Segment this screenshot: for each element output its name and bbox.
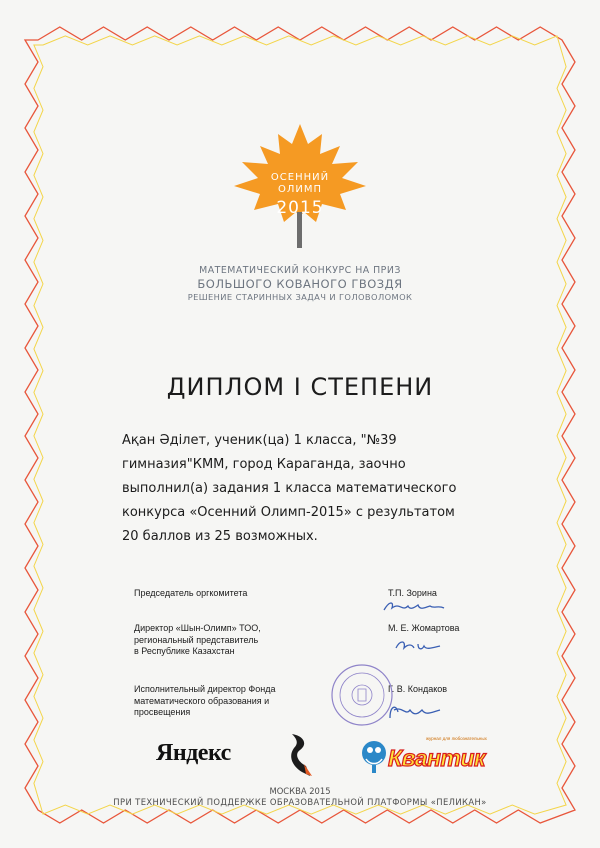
role-line: Председатель оргкомитета: [134, 588, 248, 598]
signature-role: [134, 623, 261, 658]
signature-scrawl-icon: [380, 596, 450, 618]
yandex-logo: Яндекс: [156, 740, 231, 766]
role-line: математического образования и: [134, 695, 270, 706]
signature-name: М. Е. Жомартова: [388, 623, 460, 633]
signature-role: [134, 684, 275, 719]
body-line: конкурса «Осенний Олимп-2015» с результатом: [122, 505, 455, 520]
role-line: региональный представитель: [134, 634, 259, 645]
contest-line-2: БОЛЬШОГО КОВАНОГО ГВОЗДЯ: [197, 277, 403, 291]
body-line: Ақан Әділет, ученик(ца) 1 класса, "№39: [122, 433, 397, 448]
role-line: просвещения: [134, 707, 191, 717]
body-line: гимназия"КММ, город Караганда, заочно: [122, 457, 406, 472]
body-line: 20 баллов из 25 возможных.: [122, 529, 318, 544]
diploma-title: ДИПЛОМ I СТЕПЕНИ: [166, 373, 434, 401]
kvantik-logo: Квантик: [388, 745, 486, 771]
footer-city-year: МОСКВА 2015: [269, 786, 331, 796]
pelican-logo-icon: [284, 732, 314, 778]
role-line: Директор «Шын-Олимп» ТОО,: [134, 623, 261, 633]
logo-line-2: ОЛИМП: [277, 184, 323, 195]
signature-name: Т.П. Зорина: [388, 588, 437, 598]
signature-name: Г. В. Кондаков: [388, 684, 448, 694]
contest-line-1: МАТЕМАТИЧЕСКИЙ КОНКУРС НА ПРИЗ: [199, 265, 401, 276]
footer-support: ПРИ ТЕХНИЧЕСКИЙ ПОДДЕРЖКЕ ОБРАЗОВАТЕЛЬНОЙ ПЛАТФОРМЫ «ПЕЛИКАН»: [113, 797, 487, 807]
kvantik-tagline: журнал для любознательных: [426, 736, 487, 741]
role-line: Исполнительный директор Фонда: [134, 684, 276, 694]
signature-role: [134, 588, 247, 600]
signature-scrawl-icon: [384, 698, 444, 724]
signature-scrawl-icon: [392, 634, 444, 656]
logo-line-1: ОСЕННИЙ: [270, 172, 330, 183]
role-line: в Республике Казахстан: [134, 646, 235, 656]
body-line: выполнил(а) задания 1 класса математического: [122, 481, 457, 496]
logo-year: 2015: [276, 198, 324, 218]
contest-line-3: РЕШЕНИЕ СТАРИННЫХ ЗАДАЧ И ГОЛОВОЛОМОК: [187, 292, 413, 302]
